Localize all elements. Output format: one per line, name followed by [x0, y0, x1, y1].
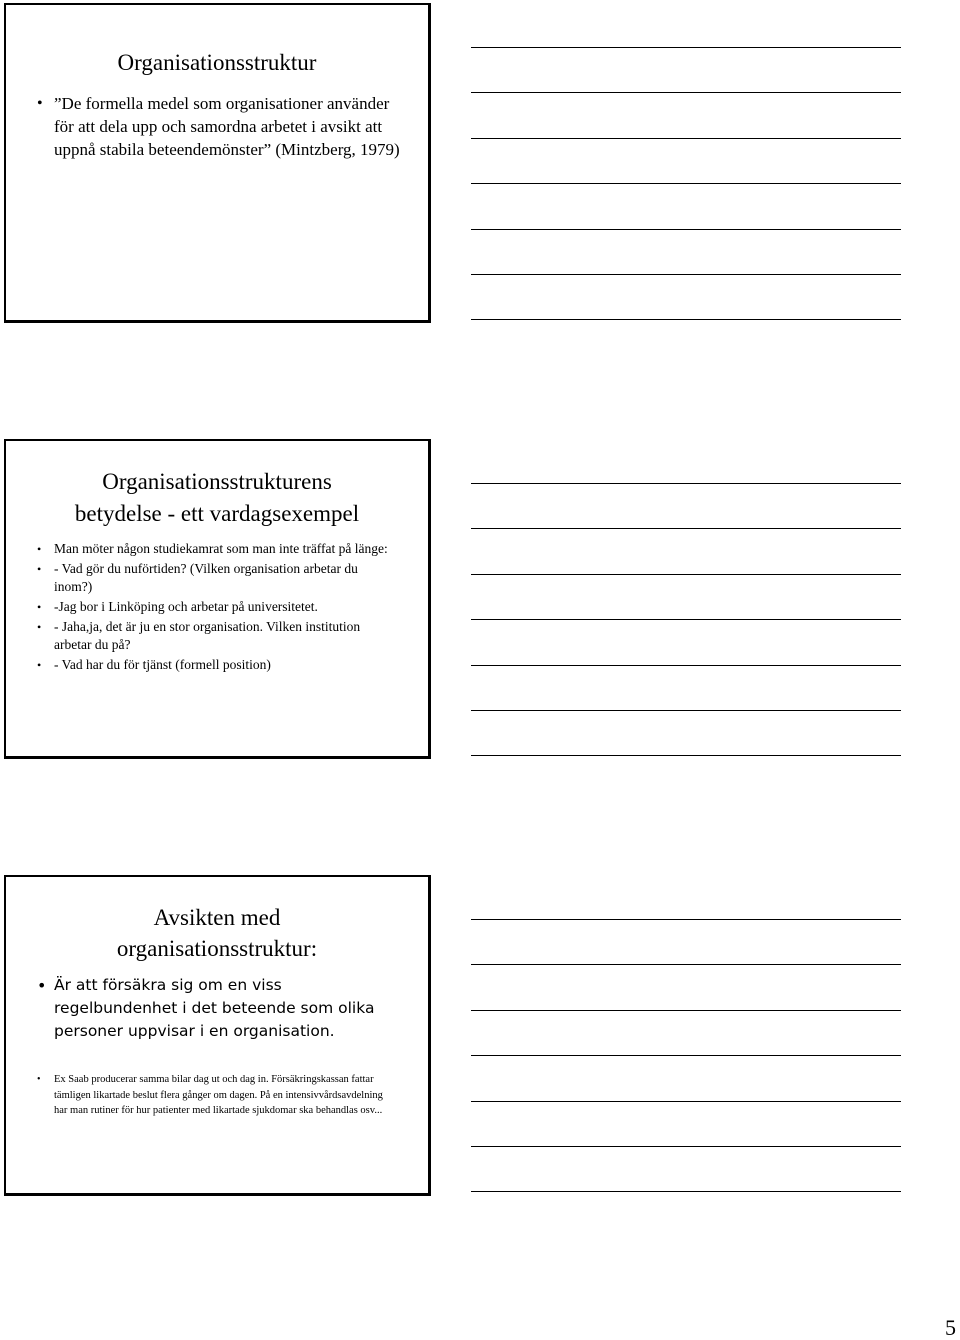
slide-3	[4, 875, 431, 1196]
note-line	[471, 274, 901, 275]
slide-3-bullets	[6, 974, 428, 1043]
notes-lines-3	[471, 919, 901, 1237]
note-line	[471, 92, 901, 93]
note-line	[471, 1055, 901, 1056]
note-line	[471, 574, 901, 575]
page-number: 5	[945, 1315, 956, 1340]
note-line	[471, 528, 901, 529]
note-line	[471, 964, 901, 965]
slide-2-bullet-2: • - Vad gör du nuförtiden? (Vilken organisation arbetar du inom?)	[6, 560, 428, 596]
slide-3-sub-bullets	[6, 1072, 428, 1119]
slide-3-sub-bullet: • Ex Saab producerar samma bilar dag ut och dag in. Försäkringskassan fattar tämligen likartade beslut flera gånger om dagen. På en intensivvårdsavdelning har man rutiner för hur patienter med likartade sjukdomar ska behandlas osv...	[6, 1072, 428, 1119]
note-line	[471, 483, 901, 484]
slide-2-bullet-1: • Man möter någon studiekamrat som man inte träffat på länge:	[6, 540, 428, 558]
slide-2-bullet-5: • - Vad har du för tjänst (formell position)	[6, 656, 428, 674]
note-line	[471, 665, 901, 666]
note-line	[471, 183, 901, 184]
note-line	[471, 47, 901, 48]
slide-2	[4, 439, 431, 759]
notes-lines-2	[471, 483, 901, 801]
note-line	[471, 619, 901, 620]
slide-2-title	[6, 441, 428, 530]
slide-2-title-line-2: betydelse - ett vardagsexempel	[74, 501, 360, 526]
slide-1-bullets	[6, 92, 428, 161]
note-line	[471, 229, 901, 230]
slide-2-bullets	[6, 540, 428, 674]
note-line	[471, 755, 901, 756]
slide-3-title	[6, 877, 428, 964]
slide-3-title-line-1: Avsikten med	[153, 905, 281, 930]
note-line	[471, 1191, 901, 1192]
note-line	[471, 919, 901, 920]
note-line	[471, 138, 901, 139]
slide-3-main-bullet: • Är att försäkra sig om en viss regelbundenhet i det beteende som olika personer uppvisar i en organisation.	[6, 974, 428, 1043]
notes-lines-1	[471, 47, 901, 365]
note-line	[471, 1010, 901, 1011]
slide-2-bullet-4: • - Jaha,ja, det är ju en stor organisation. Vilken institution arbetar du på?	[6, 618, 428, 654]
slide-1-bullet-1: • ”De formella medel som organisationer använder för att dela upp och samordna arbetet i avsikt att uppnå stabila beteendemönster” (Mintzberg, 1979)	[6, 92, 428, 161]
slide-1	[4, 3, 431, 323]
slide-1-title: Organisationsstruktur	[117, 50, 317, 75]
slide-2-title-line-1: Organisationsstrukturens	[102, 469, 332, 494]
slide-3-title-line-2: organisationsstruktur:	[116, 936, 318, 961]
slide-2-bullet-3: • -Jag bor i Linköping och arbetar på universitetet.	[6, 598, 428, 616]
note-line	[471, 710, 901, 711]
note-line	[471, 319, 901, 320]
note-line	[471, 1146, 901, 1147]
note-line	[471, 1101, 901, 1102]
